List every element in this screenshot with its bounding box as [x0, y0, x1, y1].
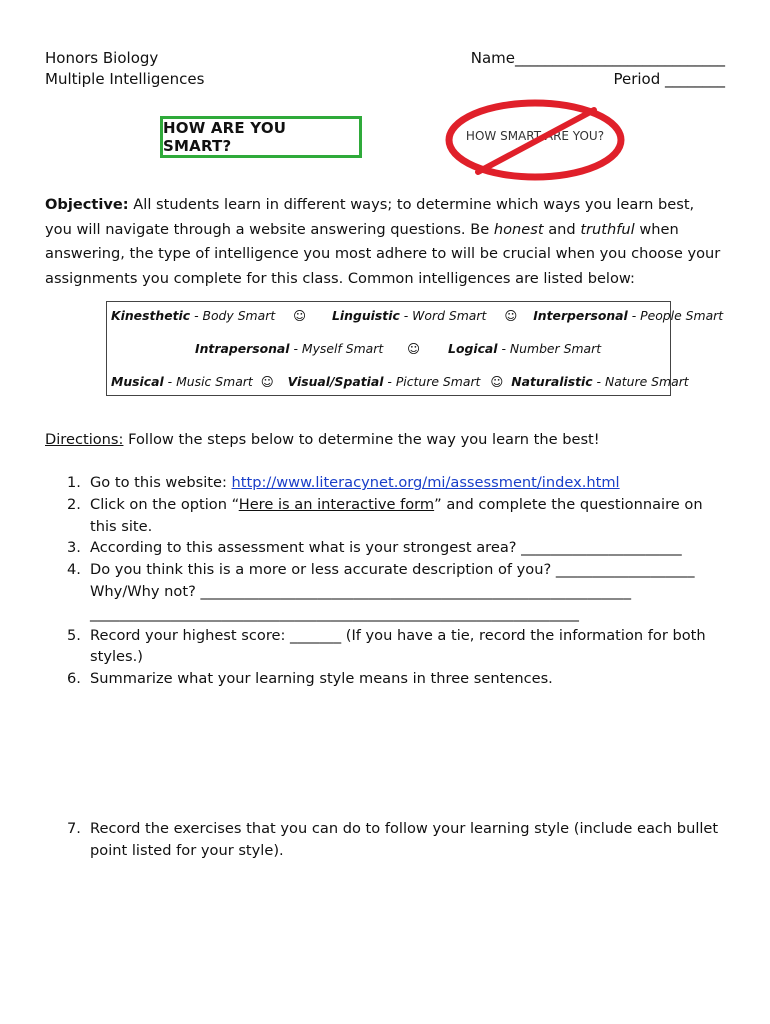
- intelligence-name: Naturalistic: [511, 374, 593, 389]
- intelligences-row-3: [111, 374, 689, 389]
- step-number: 4.: [67, 561, 81, 579]
- objective-truthful: truthful: [580, 220, 635, 238]
- objective-honest: honest: [493, 220, 544, 238]
- intelligence-name: Intrapersonal: [195, 341, 290, 356]
- step-number: 1.: [67, 474, 81, 491]
- step-text: According to this assessment what is your strongest area? ______________________: [90, 539, 682, 557]
- intelligence-desc: - Number Smart: [497, 341, 602, 356]
- objective-text-1: All students learn in different ways; to determine which ways you learn best, you will navigate through a website answering questions. Be: [45, 196, 695, 238]
- objective-text-3: when answering, the type of intelligence you most adhere to will be crucial when you choose your assignments you complete for this class. Common intelligences are listed below:: [45, 220, 721, 287]
- intelligence-name: Kinesthetic: [111, 308, 191, 323]
- why-why-not-line: Why/Why not? ___________________________________________________________: [90, 582, 631, 600]
- intelligence-desc: - Picture Smart: [383, 374, 481, 389]
- header-left: [45, 48, 204, 90]
- step-5: [45, 625, 730, 669]
- crossed-out-text: HOW SMART ARE YOU?: [465, 129, 605, 143]
- directions: [45, 429, 600, 450]
- assessment-link[interactable]: http://www.literacynet.org/mi/assessment/index.html: [231, 474, 620, 491]
- step-1: [45, 472, 730, 494]
- header-right: [407, 48, 725, 90]
- intelligences-table: [106, 301, 724, 396]
- steps-list: [45, 472, 730, 690]
- step-number: 6.: [67, 670, 81, 688]
- step-number: 7.: [67, 820, 81, 837]
- step-7: [45, 818, 730, 862]
- interactive-form-option: Here is an interactive form: [238, 495, 435, 513]
- intelligence-desc: - Nature Smart: [592, 374, 689, 389]
- intelligence-desc: - Word Smart: [399, 308, 487, 323]
- step-text: Go to this website:: [90, 474, 232, 491]
- how-are-you-smart-box: [160, 116, 362, 158]
- step-4: [45, 559, 730, 624]
- smiley-icon: ☺: [260, 374, 274, 389]
- intelligence-desc: - People Smart: [627, 308, 724, 323]
- step-number: 2.: [67, 495, 81, 513]
- intelligence-desc: - Body Smart: [190, 308, 276, 323]
- name-field[interactable]: Name____________________________: [470, 49, 725, 67]
- answer-line: ___________________________________________________________________: [90, 604, 579, 622]
- intelligence-name: Musical: [111, 374, 164, 389]
- step-number: 5.: [67, 626, 81, 644]
- green-box-label: HOW ARE YOU SMART?: [163, 119, 287, 155]
- intelligences-row-1: [111, 308, 724, 323]
- topic-title: Multiple Intelligences: [45, 70, 205, 88]
- step-2: [45, 494, 730, 538]
- directions-text: Follow the steps below to determine the way you learn the best!: [123, 431, 600, 448]
- objective-paragraph: [45, 193, 725, 291]
- step-text: Record your highest score: _______ (If you have a tie, record the information for both styles.): [90, 626, 706, 666]
- objective-text-2: and: [543, 220, 581, 238]
- directions-label: Directions:: [45, 431, 124, 448]
- intelligence-name: Visual/Spatial: [287, 374, 384, 389]
- step-text: Do you think this is a more or less accurate description of you? ___________________: [90, 561, 695, 579]
- intelligence-name: Linguistic: [332, 308, 400, 323]
- intelligence-desc: - Myself Smart: [289, 341, 384, 356]
- step-6: [45, 668, 730, 690]
- intelligence-name: Interpersonal: [533, 308, 628, 323]
- intelligence-desc: - Music Smart: [163, 374, 253, 389]
- course-title: Honors Biology: [45, 49, 159, 67]
- period-field[interactable]: Period ________: [613, 70, 725, 88]
- objective-label: Objective:: [45, 196, 129, 213]
- smiley-icon: ☺: [407, 341, 421, 356]
- step-number: 3.: [67, 539, 81, 557]
- step-text: Summarize what your learning style means in three sentences.: [90, 670, 553, 688]
- step-text: Click on the option “: [90, 495, 239, 513]
- step-text: ” and complete the questionnaire on this site.: [90, 495, 703, 535]
- intelligences-row-2: [195, 341, 758, 356]
- no-sign-icon: [444, 98, 626, 182]
- step-3: [45, 537, 730, 559]
- intelligence-name: Logical: [448, 341, 498, 356]
- step-text: Record the exercises that you can do to follow your learning style (include each bullet point listed for your style).: [90, 820, 719, 859]
- smiley-icon: ☺: [293, 308, 307, 323]
- smiley-icon: ☺: [504, 308, 518, 323]
- smiley-icon: ☺: [490, 374, 504, 389]
